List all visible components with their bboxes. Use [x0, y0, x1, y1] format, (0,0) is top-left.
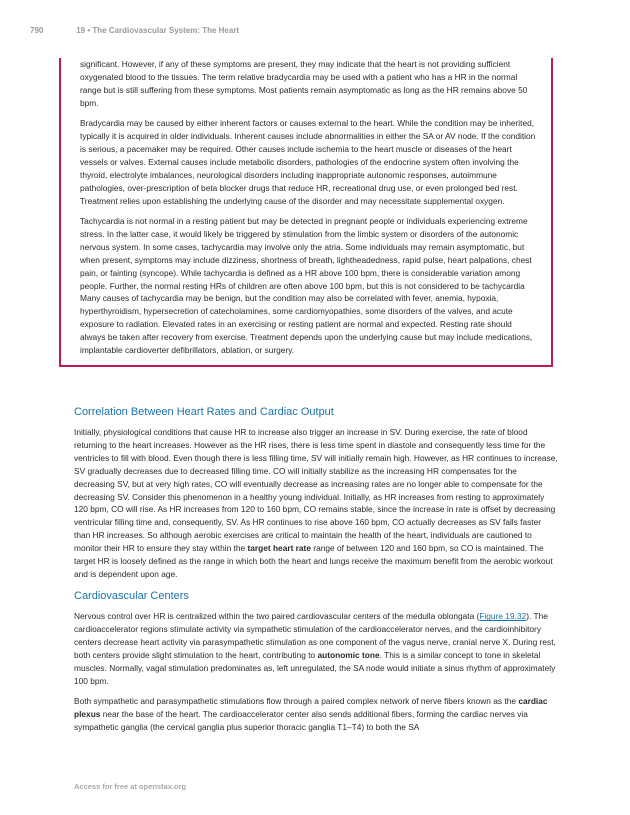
text-run: Both sympathetic and parasympathetic stimulations flow through a paired complex network of nerve fibers known as the [74, 696, 519, 707]
body-paragraph [74, 426, 558, 581]
key-term-target-heart-rate: target heart rate [247, 543, 311, 554]
text-run: Initially, physiological conditions that cause HR to increase also trigger an increase in SV. During exercise, the rate of blood returning to the heart increases. However as the HR rises, there is less time spent in diastole and consequently less time for the ventricles to fill with blood. Even though there is less filling time, SV will initially remain high. However, as HR continues to increase, SV gradually decreases due to decreased filling time. CO will initially stabilize as the increasing HR compensates for the decreasing SV, but at very high rates, CO will eventually decrease as increasing rates are no longer able to compensate for the decreasing SV. Consider this phenomenon in a healthy young individual. Initially, as HR increases from resting to approximately 120 bpm, CO will rise. As HR increases from 120 to 160 bpm, CO remains stable, since the increase in rate is offset by decreasing ventricular filling time and, consequently, SV. As HR continues to rise above 160 bpm, CO actually decreases as SV falls faster than HR increases. So although aerobic exercises are critical to maintain the health of the heart, individuals are cautioned to monitor their HR to ensure they stay within the [74, 427, 558, 554]
callout-paragraph: Bradycardia may be caused by either inherent factors or causes external to the heart. While the condition may be inherited, typically it is acquired in older individuals. Inherent causes include abnormalities in either the SA or AV node. If the condition is serious, a pacemaker may be required. Other causes include ischemia to the heart muscle or diseases of the heart vessels or valves. External causes include metabolic disorders, pathologies of the endocrine system often involving the thyroid, electrolyte imbalances, neurological disorders including inappropriate autonomic responses, autoimmune pathologies, over-prescription of beta blocker drugs that reduce HR, recreational drug use, or even prolonged bed rest. Treatment relies upon establishing the underlying cause of the disorder and may necessitate supplemental oxygen. [80, 118, 536, 206]
callout-paragraph: significant. However, if any of these symptoms are present, they may indicate that the heart is not providing sufficient oxygenated blood to the tissues. The term relative bradycardia may be used with a patient who has a HR in the normal range but is still suffering from these symptoms. Most patients remain asymptomatic as long as the HR remains above 50 bpm. [80, 59, 528, 108]
key-term-cardiac-plexus: cardiac plexus [74, 696, 548, 720]
page-footer: Access for free at openstax.org [74, 782, 187, 791]
text-run: ). The cardioaccelerator regions stimulate activity via sympathetic stimulation of the cardioaccelerator nerves, and the cardioinhibitory centers decrease heart activity via parasympathetic stimulation as one component of the vagus nerve, cranial nerve X. During rest, both centers provide slight stimulation to the heart, contributing to [74, 611, 556, 661]
figure-link[interactable]: Figure 19.32 [479, 611, 527, 622]
body-paragraph [74, 695, 558, 734]
main-content [74, 404, 558, 742]
section-heading-cardiovascular-centers: Cardiovascular Centers [74, 590, 189, 603]
section-heading-heart-rates-cardiac-output: Correlation Between Heart Rates and Cardiac Output [74, 406, 334, 418]
page-number: 790 [30, 26, 44, 35]
disorders-callout-box [59, 58, 553, 367]
body-paragraph [74, 610, 558, 687]
text-run: Nervous control over HR is centralized within the two paired cardiovascular centers of the medulla oblongata ( [74, 611, 480, 622]
key-term-autonomic-tone: autonomic tone [317, 650, 380, 661]
text-run: range of between 120 and 160 bpm, so CO is maintained. The target HR is loosely defined as the range in which both the heart and lungs receive the maximum benefit from the aerobic workout and is dependent upon age. [74, 543, 553, 579]
callout-paragraph: Tachycardia is not normal in a resting patient but may be detected in pregnant people or individuals experiencing extreme stress. In the latter case, it would likely be triggered by stimulation from the limbic system or disorders of the autonomic nervous system. In some cases, tachycardia may involve only the atria. Some individuals may remain asymptomatic, but when present, symptoms may include dizziness, shortness of breath, lightheadedness, rapid pulse, heart palpations, chest pain, or fainting (syncope). While tachycardia is defined as a HR above 100 bpm, there is considerable variation among people. Further, the normal resting HRs of children are often above 100 bpm, but this is not considered to be tachycardia Many causes of tachycardia may be benign, but the condition may also be correlated with fever, anemia, hypoxia, hyperthyroidism, hypersecretion of catecholamines, some cardiomyopathies, some disorders of the valves, and acute exposure to radiation. Elevated rates in an exercising or resting patient are normal and expected. Resting rate should always be taken after recovery from exercise. Treatment depends upon the underlying cause but may include medications, implantable cardioverter defibrillators, ablation, or surgery. [80, 215, 533, 356]
text-run: near the base of the heart. The cardioaccelerator center also sends additional fibers, forming the cardiac nerves via sympathetic ganglia (the cervical ganglia plus superior thoracic ganglia T1–T4) to both the SA [74, 709, 528, 733]
text-run: . This is a similar concept to tone in skeletal muscles. Normally, vagal stimulation predominates as, left unregulated, the SA node would initiate a sinus rhythm of approximately 100 bpm. [74, 650, 556, 686]
running-title: 19 • The Cardiovascular System: The Heart [76, 26, 240, 35]
running-header [30, 26, 600, 35]
